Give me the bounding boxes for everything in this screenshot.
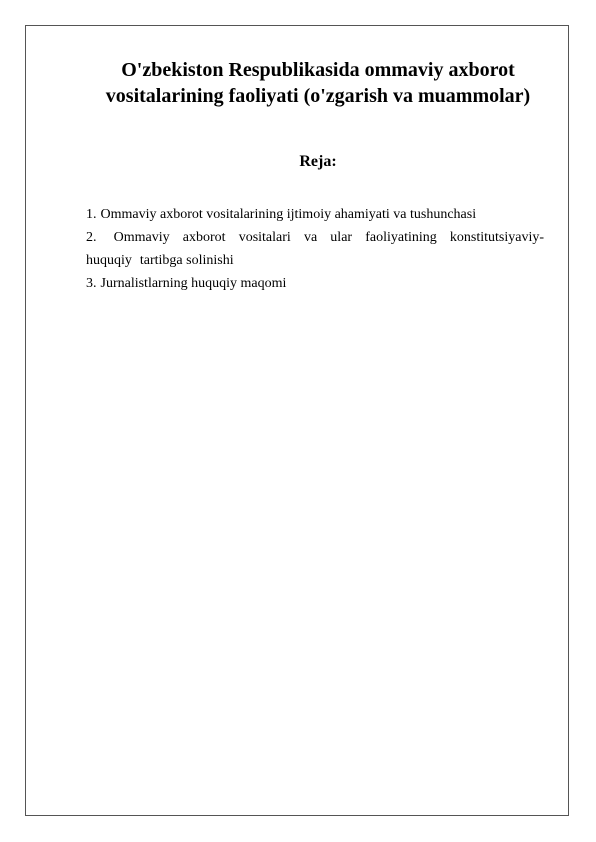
plan-item-number: 3. (86, 276, 97, 291)
plan-item-text-line-2a: huquqiy (86, 253, 132, 268)
title-line-2: vositalarining faoliyati (o'zgarish va muammolar) (105, 85, 531, 107)
plan-item-text-line-1: Ommaviy axborot vositalari va ular faoliyatining konstitutsiyaviy- (113, 230, 545, 245)
page-border (25, 25, 569, 816)
plan-item-3 (86, 272, 544, 295)
plan-item-1 (86, 203, 544, 226)
title-line-1: O'zbekiston Respublikasida ommaviy axborot (121, 59, 515, 81)
plan-list (86, 203, 544, 295)
plan-item-text: Jurnalistlarning huquqiy maqomi (100, 276, 287, 291)
plan-item-2-line-1 (86, 226, 544, 249)
plan-heading: Reja: (299, 153, 337, 170)
document-title (60, 57, 576, 109)
plan-item-2 (86, 226, 544, 272)
plan-item-text: Ommaviy axborot vositalarining ijtimoiy ahamiyati va tushunchasi (100, 207, 477, 222)
plan-item-text-line-2b: tartibga solinishi (139, 253, 234, 268)
plan-item-2-line-2 (86, 249, 544, 272)
plan-item-number: 2. (86, 230, 97, 245)
plan-item-number: 1. (86, 207, 97, 222)
